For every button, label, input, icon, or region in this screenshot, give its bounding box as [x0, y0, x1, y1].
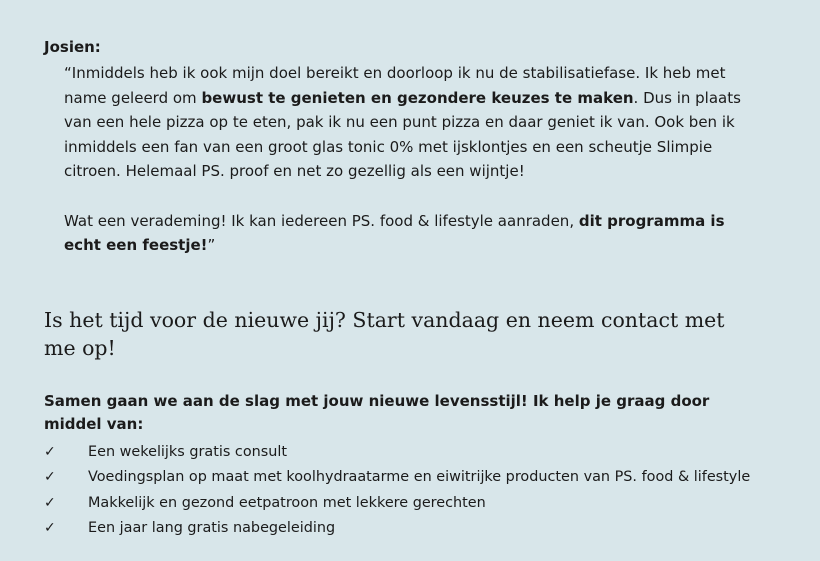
checkmark-icon: ✓ — [44, 469, 56, 486]
quote-text: ” — [207, 236, 216, 255]
testimonial-quote — [64, 61, 764, 258]
list-item — [44, 491, 750, 516]
benefit-label: Een jaar lang gratis nabegeleiding — [88, 519, 336, 536]
list-item — [44, 440, 750, 465]
list-item — [44, 516, 750, 541]
benefit-label: Makkelijk en gezond eetpatroon met lekkere gerechten — [88, 494, 486, 511]
checkmark-icon: ✓ — [44, 519, 56, 536]
cta-intro: Samen gaan we aan de slag met jouw nieuwe levensstijl! Ik help je graag door middel van: — [44, 392, 710, 433]
benefit-label: Voedingsplan op maat met koolhydraatarme en eiwitrijke producten van PS. food & lifestyle — [88, 469, 751, 486]
quote-highlight: bewust te genieten en gezondere keuzes te maken — [201, 88, 634, 107]
quote-text: “Inmiddels heb ik ook mijn doel bereikt en doorloop ik nu de stabilisatiefase. Ik heb met name geleerd om — [64, 64, 726, 107]
quote-text: Wat een verademing! Ik kan iedereen PS. food & lifestyle aanraden, — [64, 211, 579, 230]
list-item — [44, 465, 750, 490]
testimonial-paragraph-2 — [64, 209, 764, 258]
benefit-label: Een wekelijks gratis consult — [88, 444, 288, 460]
testimonial-paragraph-1 — [64, 61, 764, 184]
checkmark-icon: ✓ — [44, 444, 56, 460]
checkmark-icon: ✓ — [44, 494, 56, 511]
testimonial-author: Josien: — [44, 38, 101, 56]
quote-text: . Dus in plaats van een hele pizza op te eten, pak ik nu een punt pizza en daar geniet ik van. Ook ben ik inmiddels een fan van een groot glas tonic 0% met ijsklontjes en een scheutje Slimpie citroen. Helemaal PS. proof en net zo gezellig als een wijntje! — [64, 88, 741, 181]
cta-heading: Is het tijd voor de nieuwe jij? Start vandaag en neem contact met me op! — [44, 308, 725, 360]
quote-highlight: dit programma is echt een feestje! — [64, 211, 725, 255]
benefits-list — [44, 440, 750, 541]
